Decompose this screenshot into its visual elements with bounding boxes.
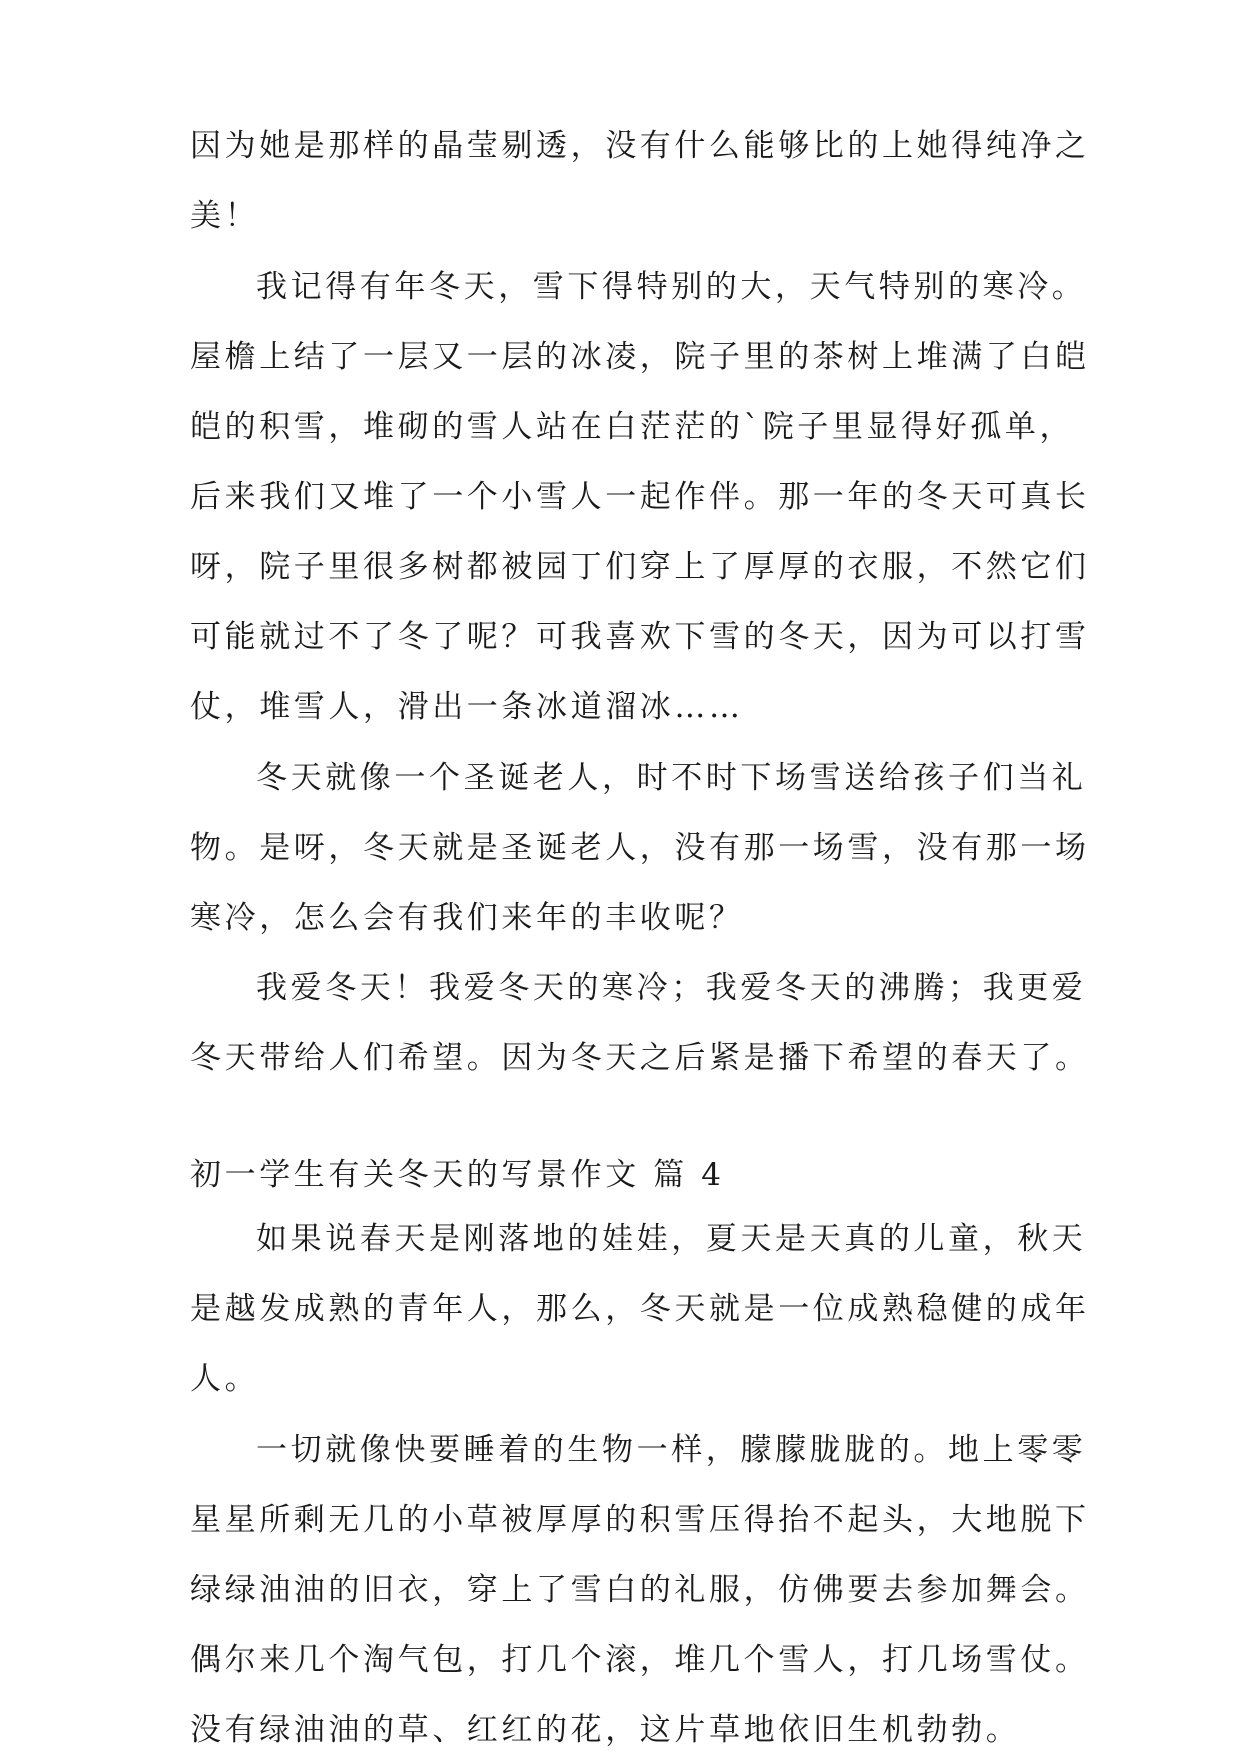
text-line: 星星所剩无几的小草被厚厚的积雪压得抬不起头，大地脱下 xyxy=(190,1502,1090,1538)
text-line: 呀，院子里很多树都被园丁们穿上了厚厚的衣服，不然它们 xyxy=(190,549,1090,585)
paragraph-first-line: 一切就像快要睡着的生物一样，朦朦胧胧的。地上零零 xyxy=(256,1432,1087,1468)
paragraph-first-line: 如果说春天是刚落地的娃娃，夏天是天真的儿童，秋天 xyxy=(256,1221,1087,1257)
paragraph-first-line: 冬天就像一个圣诞老人，时不时下场雪送给孩子们当礼 xyxy=(256,760,1087,796)
text-line: 没有绿油油的草、红红的花，这片草地依旧生机勃勃。 xyxy=(190,1712,1021,1748)
text-line: 冬天带给人们希望。因为冬天之后紧是播下希望的春天了。 xyxy=(190,1040,1090,1076)
text-line: 人。 xyxy=(190,1361,260,1397)
text-line: 仗，堆雪人，滑出一条冰道溜冰…… xyxy=(190,689,744,725)
text-line: 皑的积雪，堆砌的雪人站在白茫茫的`院子里显得好孤单， xyxy=(190,409,1075,445)
text-line: 可能就过不了冬了呢？可我喜欢下雪的冬天，因为可以打雪 xyxy=(190,619,1090,655)
text-line: 美！ xyxy=(190,198,260,234)
text-line: 绿绿油油的旧衣，穿上了雪白的礼服，仿佛要去参加舞会。 xyxy=(190,1572,1090,1608)
text-line: 后来我们又堆了一个小雪人一起作伴。那一年的冬天可真长 xyxy=(190,479,1090,515)
paragraph-first-line: 我记得有年冬天，雪下得特别的大，天气特别的寒冷。 xyxy=(256,269,1087,305)
text-line: 屋檐上结了一层又一层的冰凌，院子里的茶树上堆满了白皑 xyxy=(190,339,1090,375)
section-heading: 初一学生有关冬天的写景作文 篇 4 xyxy=(190,1157,725,1193)
text-line: 寒冷，怎么会有我们来年的丰收呢？ xyxy=(190,900,744,936)
text-line: 物。是呀，冬天就是圣诞老人，没有那一场雪，没有那一场 xyxy=(190,830,1090,866)
text-line: 偶尔来几个淘气包，打几个滚，堆几个雪人，打几场雪仗。 xyxy=(190,1642,1090,1678)
paragraph-first-line: 我爱冬天！我爱冬天的寒冷；我爱冬天的沸腾；我更爱 xyxy=(256,970,1087,1006)
text-line: 因为她是那样的晶莹剔透，没有什么能够比的上她得纯净之 xyxy=(190,128,1090,164)
text-line: 是越发成熟的青年人，那么，冬天就是一位成熟稳健的成年 xyxy=(190,1291,1090,1327)
